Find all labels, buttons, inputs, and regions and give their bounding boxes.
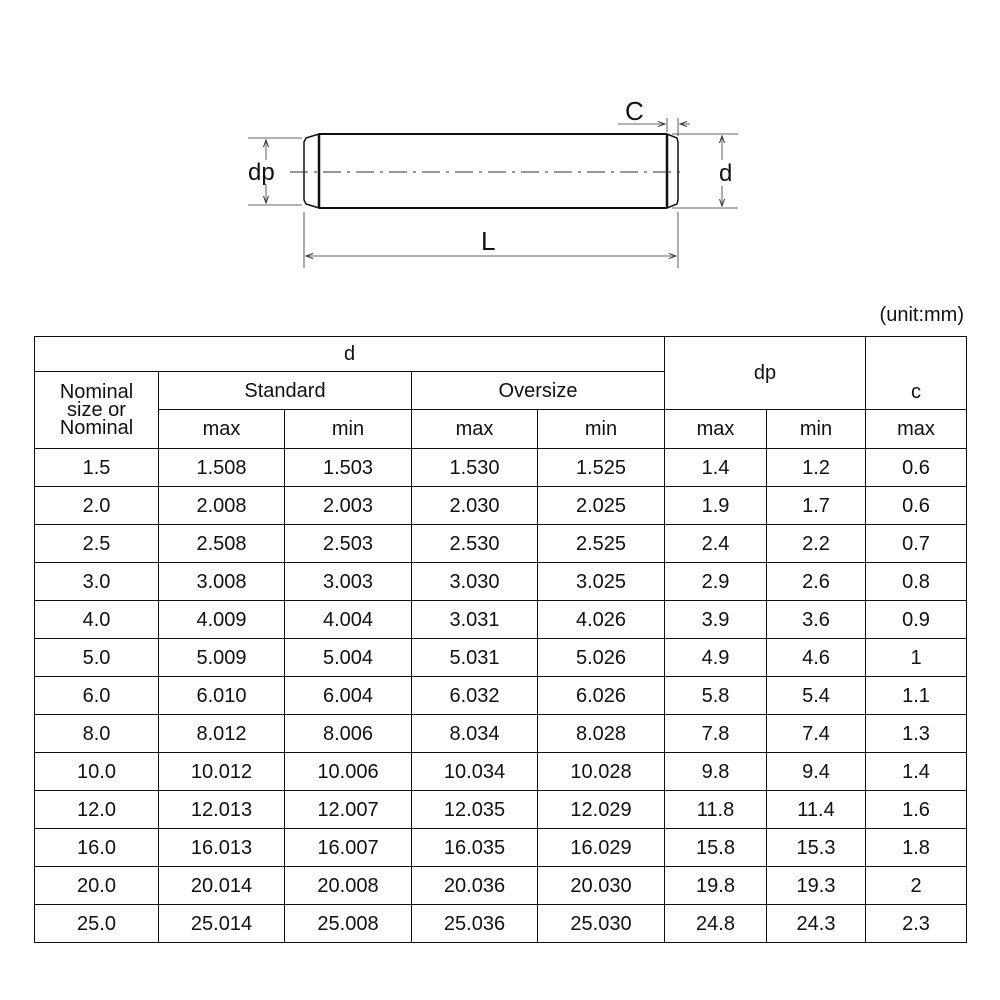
cell-c-max: 1.1 bbox=[866, 677, 967, 715]
table-row bbox=[35, 715, 967, 753]
cell-ovr-max: 10.034 bbox=[412, 753, 538, 791]
cell-std-max: 1.508 bbox=[159, 449, 285, 487]
table-row bbox=[35, 867, 967, 905]
cell-dp-max: 11.8 bbox=[665, 791, 767, 829]
cell-dp-max: 2.4 bbox=[665, 525, 767, 563]
cell-std-min: 2.003 bbox=[285, 487, 412, 525]
cell-dp-min: 4.6 bbox=[767, 639, 866, 677]
cell-c-max: 1.8 bbox=[866, 829, 967, 867]
cell-ovr-min: 4.026 bbox=[538, 601, 665, 639]
cell-dp-max: 4.9 bbox=[665, 639, 767, 677]
pin-drawing bbox=[0, 0, 1000, 300]
cell-ovr-min: 3.025 bbox=[538, 563, 665, 601]
cell-dp-min: 7.4 bbox=[767, 715, 866, 753]
cell-dp-min: 24.3 bbox=[767, 905, 866, 943]
cell-std-max: 8.012 bbox=[159, 715, 285, 753]
cell-nominal: 5.0 bbox=[35, 639, 159, 677]
cell-ovr-max: 3.030 bbox=[412, 563, 538, 601]
header-dp-min: min bbox=[767, 410, 866, 449]
cell-dp-max: 1.4 bbox=[665, 449, 767, 487]
cell-ovr-max: 3.031 bbox=[412, 601, 538, 639]
cell-std-min: 1.503 bbox=[285, 449, 412, 487]
cell-std-min: 20.008 bbox=[285, 867, 412, 905]
header-std-min: min bbox=[285, 410, 412, 449]
cell-c-max: 0.8 bbox=[866, 563, 967, 601]
cell-dp-min: 9.4 bbox=[767, 753, 866, 791]
C-label: C bbox=[625, 96, 644, 126]
cell-std-max: 2.508 bbox=[159, 525, 285, 563]
cell-dp-max: 3.9 bbox=[665, 601, 767, 639]
table-row bbox=[35, 487, 967, 525]
cell-dp-max: 7.8 bbox=[665, 715, 767, 753]
cell-nominal: 1.5 bbox=[35, 449, 159, 487]
cell-dp-min: 1.7 bbox=[767, 487, 866, 525]
cell-std-min: 10.006 bbox=[285, 753, 412, 791]
cell-std-min: 2.503 bbox=[285, 525, 412, 563]
cell-std-min: 16.007 bbox=[285, 829, 412, 867]
cell-dp-max: 1.9 bbox=[665, 487, 767, 525]
cell-std-min: 25.008 bbox=[285, 905, 412, 943]
table-row bbox=[35, 601, 967, 639]
header-dp: dp bbox=[665, 337, 866, 410]
header-c: c bbox=[866, 337, 967, 410]
cell-ovr-max: 6.032 bbox=[412, 677, 538, 715]
cell-nominal: 6.0 bbox=[35, 677, 159, 715]
table-body bbox=[35, 449, 967, 943]
cell-ovr-max: 2.030 bbox=[412, 487, 538, 525]
cell-std-max: 20.014 bbox=[159, 867, 285, 905]
cell-std-max: 6.010 bbox=[159, 677, 285, 715]
cell-std-min: 3.003 bbox=[285, 563, 412, 601]
cell-ovr-min: 5.026 bbox=[538, 639, 665, 677]
header-c-max: max bbox=[866, 410, 967, 449]
cell-ovr-max: 2.530 bbox=[412, 525, 538, 563]
cell-dp-min: 3.6 bbox=[767, 601, 866, 639]
cell-std-max: 3.008 bbox=[159, 563, 285, 601]
table-row bbox=[35, 791, 967, 829]
cell-ovr-max: 16.035 bbox=[412, 829, 538, 867]
cell-ovr-min: 20.030 bbox=[538, 867, 665, 905]
header-dp-max: max bbox=[665, 410, 767, 449]
cell-c-max: 0.6 bbox=[866, 449, 967, 487]
cell-std-max: 5.009 bbox=[159, 639, 285, 677]
cell-dp-max: 24.8 bbox=[665, 905, 767, 943]
unit-note: (unit:mm) bbox=[879, 304, 964, 326]
cell-ovr-max: 20.036 bbox=[412, 867, 538, 905]
cell-std-min: 8.006 bbox=[285, 715, 412, 753]
cell-nominal: 12.0 bbox=[35, 791, 159, 829]
pin-body bbox=[304, 134, 678, 208]
cell-c-max: 0.9 bbox=[866, 601, 967, 639]
cell-dp-min: 2.2 bbox=[767, 525, 866, 563]
cell-ovr-max: 1.530 bbox=[412, 449, 538, 487]
dp-label: dp bbox=[248, 159, 275, 186]
cell-dp-max: 19.8 bbox=[665, 867, 767, 905]
header-d: d bbox=[35, 337, 665, 372]
cell-c-max: 0.7 bbox=[866, 525, 967, 563]
cell-dp-min: 19.3 bbox=[767, 867, 866, 905]
cell-ovr-min: 8.028 bbox=[538, 715, 665, 753]
cell-std-max: 2.008 bbox=[159, 487, 285, 525]
cell-std-max: 16.013 bbox=[159, 829, 285, 867]
d-label: d bbox=[719, 160, 733, 187]
cell-nominal: 3.0 bbox=[35, 563, 159, 601]
cell-dp-min: 11.4 bbox=[767, 791, 866, 829]
cell-std-max: 4.009 bbox=[159, 601, 285, 639]
cell-ovr-max: 8.034 bbox=[412, 715, 538, 753]
cell-std-max: 12.013 bbox=[159, 791, 285, 829]
cell-dp-max: 9.8 bbox=[665, 753, 767, 791]
cell-dp-max: 2.9 bbox=[665, 563, 767, 601]
header-oversize: Oversize bbox=[412, 372, 665, 410]
cell-dp-max: 5.8 bbox=[665, 677, 767, 715]
cell-nominal: 25.0 bbox=[35, 905, 159, 943]
cell-std-min: 4.004 bbox=[285, 601, 412, 639]
cell-c-max: 1.4 bbox=[866, 753, 967, 791]
cell-nominal: 16.0 bbox=[35, 829, 159, 867]
cell-ovr-min: 12.029 bbox=[538, 791, 665, 829]
cell-ovr-min: 25.030 bbox=[538, 905, 665, 943]
cell-ovr-min: 1.525 bbox=[538, 449, 665, 487]
cell-nominal: 20.0 bbox=[35, 867, 159, 905]
header-ovr-max: max bbox=[412, 410, 538, 449]
table-row bbox=[35, 525, 967, 563]
table-row bbox=[35, 829, 967, 867]
cell-std-max: 10.012 bbox=[159, 753, 285, 791]
cell-std-max: 25.014 bbox=[159, 905, 285, 943]
cell-c-max: 2 bbox=[866, 867, 967, 905]
table-row bbox=[35, 639, 967, 677]
header-ovr-min: min bbox=[538, 410, 665, 449]
cell-std-min: 6.004 bbox=[285, 677, 412, 715]
cell-c-max: 2.3 bbox=[866, 905, 967, 943]
table-row bbox=[35, 677, 967, 715]
cell-ovr-min: 6.026 bbox=[538, 677, 665, 715]
table-row bbox=[35, 449, 967, 487]
cell-ovr-max: 12.035 bbox=[412, 791, 538, 829]
cell-ovr-min: 2.025 bbox=[538, 487, 665, 525]
cell-nominal: 10.0 bbox=[35, 753, 159, 791]
header-nominal: Nominal size or Nominal bbox=[35, 372, 159, 449]
cell-ovr-min: 2.525 bbox=[538, 525, 665, 563]
cell-c-max: 1 bbox=[866, 639, 967, 677]
cell-ovr-min: 16.029 bbox=[538, 829, 665, 867]
cell-dp-max: 15.8 bbox=[665, 829, 767, 867]
cell-nominal: 2.0 bbox=[35, 487, 159, 525]
table-row bbox=[35, 563, 967, 601]
cell-c-max: 1.6 bbox=[866, 791, 967, 829]
L-label: L bbox=[481, 226, 496, 256]
cell-c-max: 1.3 bbox=[866, 715, 967, 753]
header-standard: Standard bbox=[159, 372, 412, 410]
cell-nominal: 2.5 bbox=[35, 525, 159, 563]
cell-nominal: 8.0 bbox=[35, 715, 159, 753]
table-row bbox=[35, 753, 967, 791]
cell-dp-min: 2.6 bbox=[767, 563, 866, 601]
header-std-max: max bbox=[159, 410, 285, 449]
cell-nominal: 4.0 bbox=[35, 601, 159, 639]
cell-ovr-max: 25.036 bbox=[412, 905, 538, 943]
table-row bbox=[35, 905, 967, 943]
cell-ovr-max: 5.031 bbox=[412, 639, 538, 677]
cell-ovr-min: 10.028 bbox=[538, 753, 665, 791]
cell-std-min: 5.004 bbox=[285, 639, 412, 677]
spec-table bbox=[34, 336, 967, 943]
cell-c-max: 0.6 bbox=[866, 487, 967, 525]
cell-dp-min: 15.3 bbox=[767, 829, 866, 867]
cell-std-min: 12.007 bbox=[285, 791, 412, 829]
cell-dp-min: 5.4 bbox=[767, 677, 866, 715]
cell-dp-min: 1.2 bbox=[767, 449, 866, 487]
